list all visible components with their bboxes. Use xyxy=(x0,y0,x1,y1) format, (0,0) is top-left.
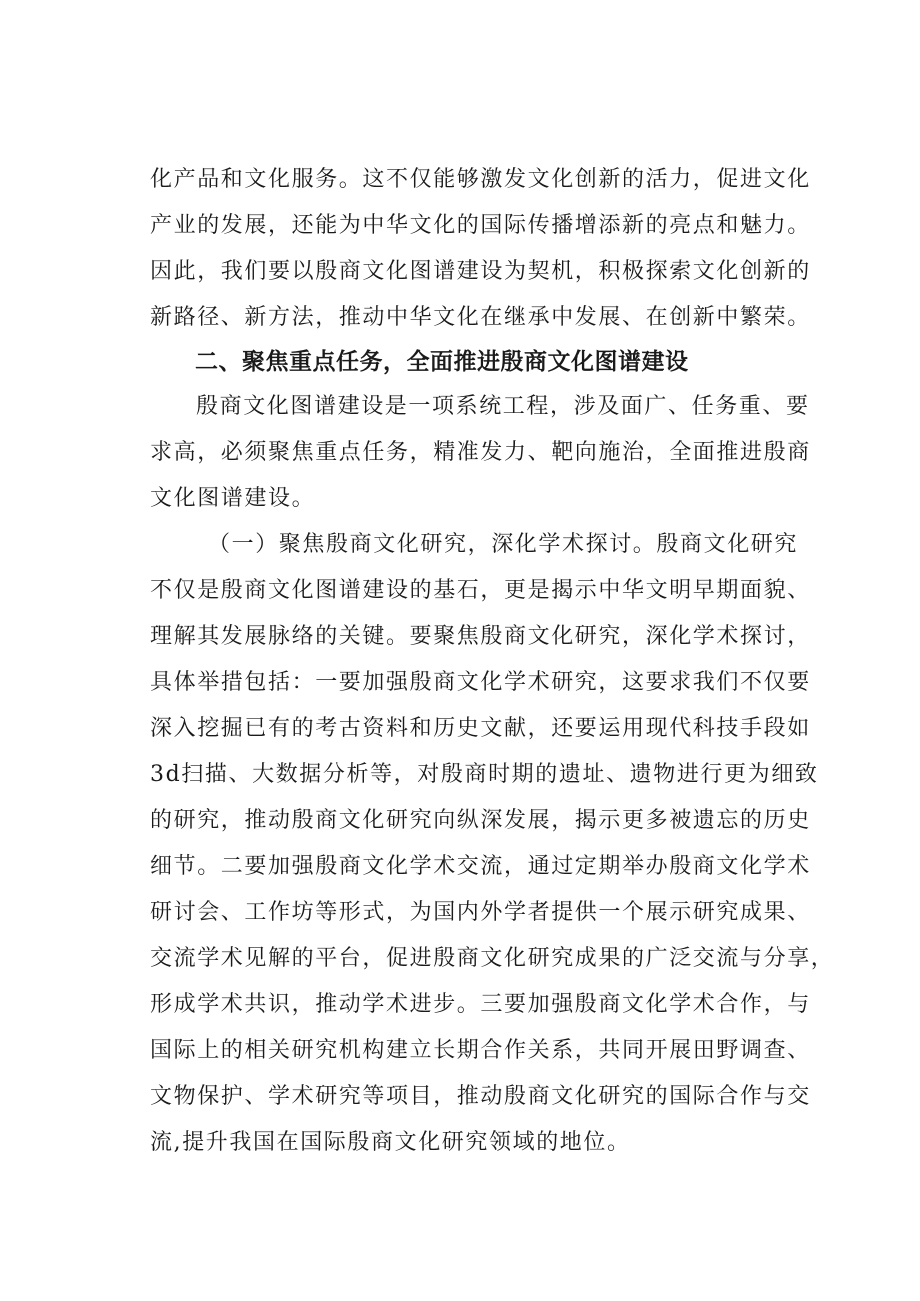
paragraph-line: 交流学术见解的平台，促进殷商文化研究成果的广泛交流与分享， xyxy=(150,946,835,971)
paragraph-line: 3d扫描、大数据分析等，对殷商时期的遗址、遗物进行更为细致 xyxy=(150,762,819,787)
paragraph-line: 细节。二要加强殷商文化学术交流，通过定期举办殷商文化学术 xyxy=(150,854,811,879)
paragraph-line: 殷商文化图谱建设是一项系统工程，涉及面广、任务重、要 xyxy=(196,394,810,419)
paragraph-line: 文物保护、学术研究等项目，推动殷商文化研究的国际合作与交 xyxy=(150,1084,811,1109)
paragraph-line: 理解其发展脉络的关键。要聚焦殷商文化研究，深化学术探讨， xyxy=(150,624,811,649)
paragraph-line: 新路径、新方法，推动中华文化在继承中发展、在创新中繁荣。 xyxy=(150,305,811,330)
paragraph-line: 具体举措包括：一要加强殷商文化学术研究，这要求我们不仅要 xyxy=(150,670,811,695)
section-heading: 二、聚焦重点任务，全面推进殷商文化图谱建设 xyxy=(195,349,689,375)
paragraph-line: （一）聚焦殷商文化研究，深化学术探讨。殷商文化研究 xyxy=(208,532,799,557)
paragraph-line: 流,提升我国在国际殷商文化研究领域的地位。 xyxy=(150,1130,631,1155)
paragraph-line: 形成学术共识，推动学术进步。三要加强殷商文化学术合作，与 xyxy=(150,992,811,1017)
paragraph-line: 研讨会、工作坊等形式，为国内外学者提供一个展示研究成果、 xyxy=(150,900,811,925)
paragraph-line: 化产品和文化服务。这不仅能够激发文化创新的活力，促进文化 xyxy=(150,167,811,192)
paragraph-line: 文化图谱建设。 xyxy=(150,486,316,511)
paragraph-line: 求高，必须聚焦重点任务，精准发力、靶向施治，全面推进殷商 xyxy=(150,440,811,465)
paragraph-line: 深入挖掘已有的考古资料和历史文献，还要运用现代科技手段如 xyxy=(150,716,811,741)
paragraph-line: 因此，我们要以殷商文化图谱建设为契机，积极探索文化创新的 xyxy=(150,259,811,284)
paragraph-line: 产业的发展，还能为中华文化的国际传播增添新的亮点和魅力。 xyxy=(150,213,811,238)
paragraph-line: 国际上的相关研究机构建立长期合作关系，共同开展田野调查、 xyxy=(150,1038,811,1063)
paragraph-line: 的研究，推动殷商文化研究向纵深发展，揭示更多被遗忘的历史 xyxy=(150,808,811,833)
paragraph-line: 不仅是殷商文化图谱建设的基石，更是揭示中华文明早期面貌、 xyxy=(150,578,811,603)
